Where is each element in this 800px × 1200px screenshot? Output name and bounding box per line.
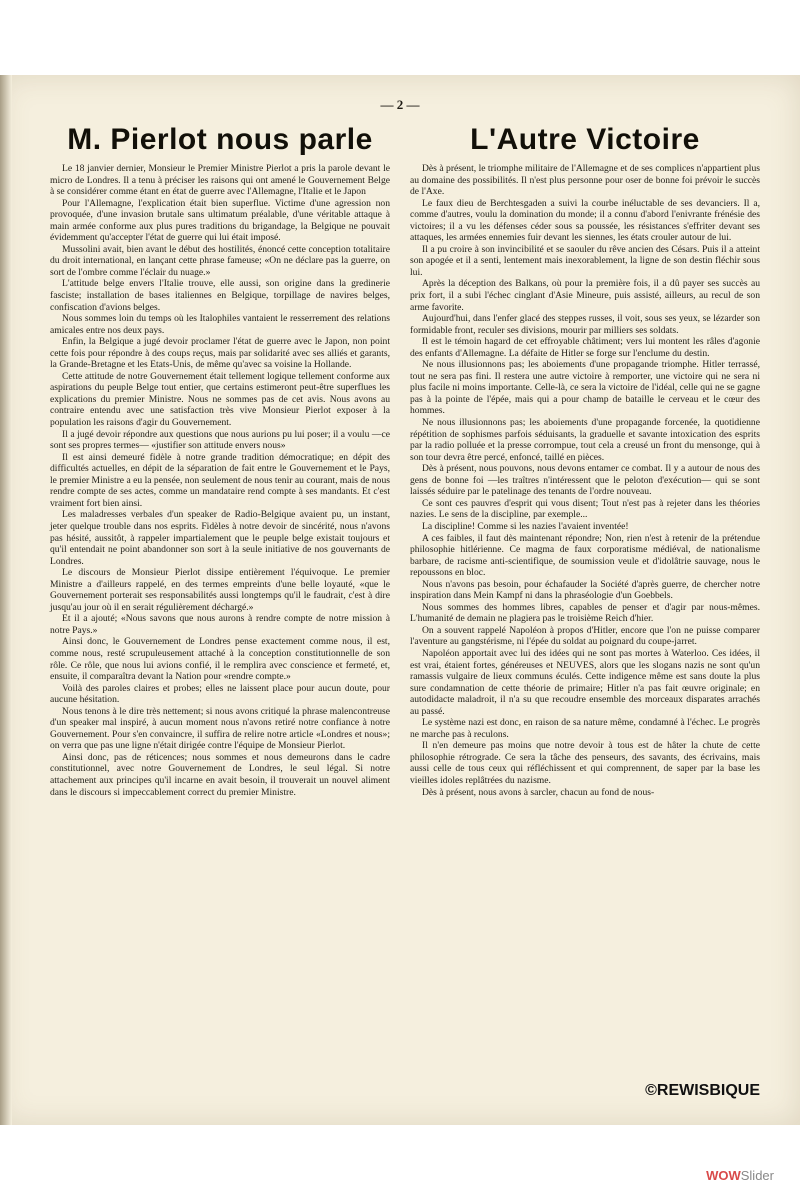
- article-paragraph: Il a pu croire à son invincibilité et se saouler du rêve ancien des Césars. Puis il a atteint son apogée et il a senti, lentement mais inexorablement, la ligne de son destin fléchir sous lui.: [410, 243, 760, 278]
- newspaper-page: [0, 75, 800, 1125]
- article-paragraph: Dès à présent, nous pouvons, nous devons entamer ce combat. Il y a autour de nous des gens de bonne foi —les traîtres n'intéressent que le peloton d'exécution— qui se sont laissés séduire par le patelinage des tenants de l'ordre nouveau.: [410, 463, 760, 498]
- article-paragraph: On a souvent rappelé Napoléon à propos d'Hitler, encore que l'on ne puisse comparer l'aventure au gangstérisme, ni l'épée du soldat au poignard du coupe-jarret.: [410, 624, 760, 648]
- article-paragraph: Nous sommes loin du temps où les Italophiles vantaient le resserrement des relations amicales entre nos deux pays.: [50, 313, 390, 336]
- article-paragraph: Nous n'avons pas besoin, pour échafauder la Société d'après guerre, de chercher notre inspiration dans Mein Kampf ni dans la phraséologie d'un Goebbels.: [410, 578, 760, 602]
- article-paragraph: Le discours de Monsieur Pierlot dissipe entièrement l'équivoque. Le premier Ministre a d'ailleurs rappelé, en des termes empreints d'une belle loyauté, «que le Gouvernement porterait ses responsabilités aussi longtemps qu'il le faudrait, c'est à dire jusqu'au jour où il en serait régulièrement déchargé.»: [50, 567, 390, 613]
- article-paragraph: A ces faibles, il faut dès maintenant répondre; Non, rien n'est à retenir de la prétendue philosophie hitlérienne. Ce magma de faux corporatisme médiéval, de nationalisme barbare, de racisme anti-scientifique, de soumission veule et d'idolâtrie sauvage, nous le repoussons en bloc.: [410, 532, 760, 579]
- article-paragraph: L'attitude belge envers l'Italie trouve, elle aussi, son origine dans la gredinerie fasciste; installation de bases italiennes en Belgique, torpillage de navires belges, confiscation d'avions belges.: [50, 278, 390, 313]
- article-paragraph: Après la déception des Balkans, où pour la première fois, il a dû payer ses succès au prix fort, il a subi l'échec cinglant d'Asie Mineure, puis assisté, ailleurs, au recul de son arme favorite.: [410, 278, 760, 313]
- badge-wow: WOW: [706, 1168, 741, 1183]
- article-paragraph: Le 18 janvier dernier, Monsieur le Premier Ministre Pierlot a pris la parole devant le micro de Londres. Il a tenu à préciser les raisons qui ont amené le Gouvernement Belge à se considérer comme étant en état de guerre avec l'Allemagne, l'Italie et le Japon: [50, 163, 390, 198]
- copyright-watermark: ©REWISBIQUE: [645, 1082, 760, 1099]
- article-paragraph: Aujourd'hui, dans l'enfer glacé des steppes russes, il voit, sous ses yeux, se lézarder son formidable front, reculer ses divisions, mourir par milliers ses soldats.: [410, 313, 760, 336]
- right-article-title: L'Autre Victoire: [470, 123, 700, 156]
- article-paragraph: Et il a ajouté; «Nous savons que nous aurons à rendre compte de notre mission à notre Pays.»: [50, 613, 390, 636]
- article-paragraph: La discipline! Comme si les nazies l'avaient inventée!: [422, 520, 629, 532]
- article-paragraph: Les maladresses verbales d'un speaker de Radio-Belgique avaient pu, un instant, jeter quelque trouble dans nos esprits. Fidèles à notre devoir de sincérité, nous n'avons pas hésité, aussitôt, à rappeler impartialement que le peuple belge existait toujours et qu'il entendait ne point abandonner son sort à la seule initiative de nos gouvernants de Londres.: [50, 509, 390, 567]
- right-article-body: [410, 163, 760, 798]
- badge-slider: Slider: [740, 1168, 774, 1183]
- article-paragraph: Ne nous illusionnons pas; les aboiements d'une propagande triomphe. Hitler terrassé, tout ne sera pas fini. Il restera une autre victoire à remporter, une victoire qui ne sera ni plus facile ni moins importante. Celle-là, ce sera la victoire de l'idéal, celle qui ne se gagne pas à la pointe de l'épée, mais qui a pour champ de bataille le cerveau et le cœur des hommes.: [410, 359, 760, 417]
- left-article-title: M. Pierlot nous parle: [67, 123, 373, 156]
- article-paragraph: Mussolini avait, bien avant le début des hostilités, énoncé cette conception totalitaire du droit international, en lançant cette phrase fameuse; «On ne déclare pas la guerre, on sort de l'ombre comme l'éclair du nuage.»: [50, 243, 390, 278]
- article-paragraph: Enfin, la Belgique a jugé devoir proclamer l'état de guerre avec le Japon, non point cette fois pour répondre à des coups reçus, mais par solidarité avec ses alliés et garants, la Grande-Bretagne et les Etats-Unis, de même qu'avec sa voisine la Hollande.: [50, 336, 390, 371]
- page-binding-shadow: [0, 75, 12, 1125]
- article-paragraph: Il a jugé devoir répondre aux questions que nous aurions pu lui poser; il a voulu —ce sont ses propres termes— «justifier son attitude envers nous»: [50, 428, 390, 452]
- left-article-body: [50, 163, 390, 798]
- article-paragraph: Voilà des paroles claires et probes; elles ne laissent place pour aucun doute, pour aucune hésitation.: [50, 682, 390, 706]
- article-paragraph: Le système nazi est donc, en raison de sa nature même, condamné à l'échec. Le progrès ne marche pas à reculons.: [410, 717, 760, 740]
- article-paragraph: Nous tenons à le dire très nettement; si nous avons critiqué la phrase malencontreuse d'un speaker mal inspiré, à aucun moment nous n'avons retiré notre confiance à notre Gouvernement. Pour s'en convaincre, il suffira de relire notre article «Londres et nous»; on verra que pas une ligne n'était dirigée contre l'équipe de Monsieur Pierlot.: [50, 705, 390, 752]
- wowslider-badge[interactable]: [706, 1168, 774, 1183]
- article-paragraph: Ce sont ces pauvres d'esprit qui vous disent; Tout n'est pas à rejeter dans les théories nazies. Le sens de la discipline, par exemple...: [410, 497, 760, 521]
- article-paragraph: Ainsi donc, le Gouvernement de Londres pense exactement comme nous, il est, comme nous, resté scrupuleusement attaché à la conception constitutionnelle de son rôle. Ce rôle, que nous lui avions confié, il le remplira avec conscience et fermeté, et, ensuite, il comparaîtra devant la Nation pour «rendre compte.»: [50, 636, 390, 683]
- article-paragraph: Le faux dieu de Berchtesgaden a suivi la courbe inéluctable de ses devanciers. Il a, comme d'autres, voulu la domination du monde; il a connu d'abord l'enivrante frénésie des victoires; il a vu les défenses céder sous sa poussée, les résistances s'effriter devant ses attaques, les armées ennemies fuir devant les siennes, les états crouler autour de lui.: [410, 197, 760, 244]
- article-paragraph: Il est ainsi demeuré fidèle à notre grande tradition démocratique; en dépit des difficultés actuelles, en dépit de la séparation de fait entre le Gouvernement et le Pays, le premier Ministre a eu la pensée, non seulement de nous tenir au courant, mais de nous rendre compte de ses actes, comme un mandataire rend compte à ses mandants. Et c'est vraiment fort bien ainsi.: [50, 451, 390, 509]
- article-paragraph: Il n'en demeure pas moins que notre devoir à tous est de hâter la chute de cette philosophie rétrograde. Ce sera la tâche des penseurs, des savants, des écrivains, mais aussi celle de tous ceux qui réfléchissent et qui comprennent, de saper par la base les vieilles idoles replâtrées du nazisme.: [410, 740, 760, 786]
- article-paragraph: Ainsi donc, pas de réticences; nous sommes et nous demeurons dans le cadre constitutionnel, avec notre Gouvernement de Londres, le seul légal. Si notre attachement aux principes qu'il incarne en avait besoin, il trouverait un nouvel aliment dans le discours si impeccablement correct du premier Ministre.: [50, 751, 390, 798]
- article-paragraph: Dès à présent, nous avons à sarcler, chacun au fond de nous-: [422, 786, 655, 798]
- article-paragraph: Il est le témoin hagard de cet effroyable châtiment; vers lui montent les râles d'agonie des enfants d'Allemagne. La défaite de Hitler se forge sur l'enclume du destin.: [410, 336, 760, 359]
- article-paragraph: Dès à présent, le triomphe militaire de l'Allemagne et de ses complices n'appartient plus au domaine des possibilités. Il n'est plus personne pour oser de bonne foi prévoir le succès de l'Axe.: [410, 163, 760, 198]
- right-article: [410, 123, 760, 798]
- article-paragraph: Pour l'Allemagne, l'explication était bien superflue. Victime d'une agression non provoquée, d'une invasion brutale sans ultimatum préalable, d'une véritable attaque à main armée conforme aux plus pures traditions du brigandage, la Belgique ne pouvait évidemment qu'accepter l'état de guerre qui lui était imposé.: [50, 197, 390, 244]
- left-article: [50, 123, 390, 798]
- article-paragraph: Ne nous illusionnons pas; les aboiements d'une propagande forcenée, la quotidienne répétition de sophismes parfois séduisants, la graduelle et savante intoxication des esprits par la radio polluée et la presse corrompue, tout cela a creusé un front du mensonge, qui à son tour devra être percé, enfoncé, taillé en pièces.: [410, 417, 760, 463]
- page-number: — 2 —: [380, 97, 420, 112]
- article-paragraph: Cette attitude de notre Gouvernement était tellement logique tellement conforme aux aspirations du peuple Belge tout entier, que certains estimeront peut-être superflues les explications du premier Ministre. Nous ne sommes pas de cet avis. Nous avons au contraire entendu avec une satisfaction très vive Monsieur Pierlot exposer à la population les raisons d'agir du Gouvernement.: [50, 370, 390, 429]
- article-paragraph: Napoléon apportait avec lui des idées qui ne sont pas mortes à Waterloo. Ces idées, il est vrai, étaient fortes, généreuses et NEUVES, alors que les slogans nazis ne sont qu'un ramassis vulgaire de lieux communs éculés. Cette indigence même est sans doute la plus sure condamnation de cette théorie de primaire; Hitler n'a pas fait œuvre originale; en autodidacte maladroit, il n'a su que recoudre ensemble des morceaux disparates arrachés au passé.: [410, 647, 760, 717]
- article-paragraph: Nous sommes des hommes libres, capables de penser et d'agir par nous-mêmes. L'humanité de demain ne plagiera pas le troisième Reich d'hier.: [410, 601, 760, 625]
